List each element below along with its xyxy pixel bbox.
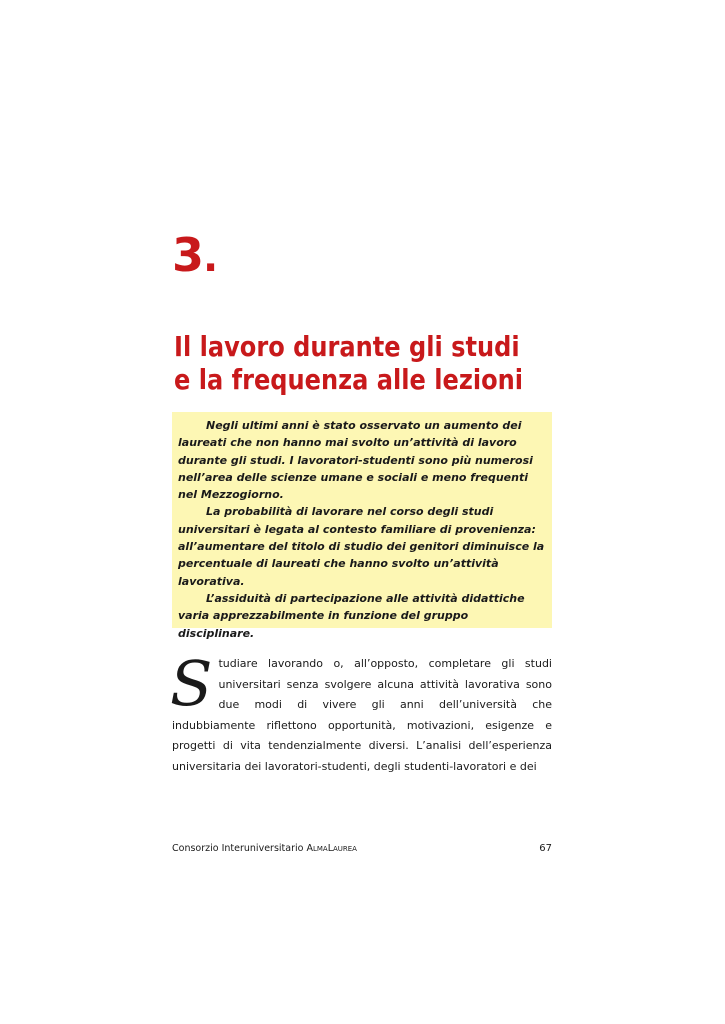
footer-publisher	[172, 843, 357, 854]
body-paragraph-text: tudiare lavorando o, all’opposto, completare gli studi universitari senza svolgere alcuna attività lavorativa sono due modi di vivere gli anni dell’università che indubbiamente riflettono opportunità, motivazioni, esigenze e progetti di vita tendenzialmente diversi. L’analisi dell’esperienza universitaria dei lavoratori-studenti, degli studenti-lavoratori e dei	[172, 657, 552, 773]
chapter-title	[174, 330, 524, 396]
footer-brand: AlmaLaurea	[306, 843, 357, 854]
drop-cap: S	[170, 647, 213, 720]
footer-publisher-name: Consorzio Interuniversitario	[172, 843, 304, 854]
abstract-paragraph: Negli ultimi anni è stato osservato un aumento dei laureati che non hanno mai svolto un’attività di lavoro durante gli studi. I lavoratori-studenti sono più numerosi nell’area delle scienze umane e sociali e meno frequenti nel Mezzogiorno.	[178, 419, 533, 502]
chapter-title-line-2: e la frequenza alle lezioni	[174, 363, 524, 396]
page-number: 67	[539, 843, 552, 854]
chapter-abstract-box	[172, 412, 552, 640]
chapter-number	[172, 228, 218, 282]
chapter-number-dot: .	[203, 235, 218, 281]
abstract-paragraph: La probabilità di lavorare nel corso degli studi universitari è legata al contesto familiare di provenienza: all’aumentare del titolo di studio dei genitori diminuisce la percentuale di laureati che hanno svolto un’attività lavorativa.	[178, 505, 545, 588]
chapter-number-value: 3	[172, 228, 204, 282]
chapter-title-line-1: Il lavoro durante gli studi	[174, 330, 520, 363]
body-paragraph	[170, 647, 552, 778]
abstract-paragraph: L’assiduità di partecipazione alle attività didattiche varia apprezzabilmente in funzione del gruppo disciplinare.	[178, 591, 525, 640]
